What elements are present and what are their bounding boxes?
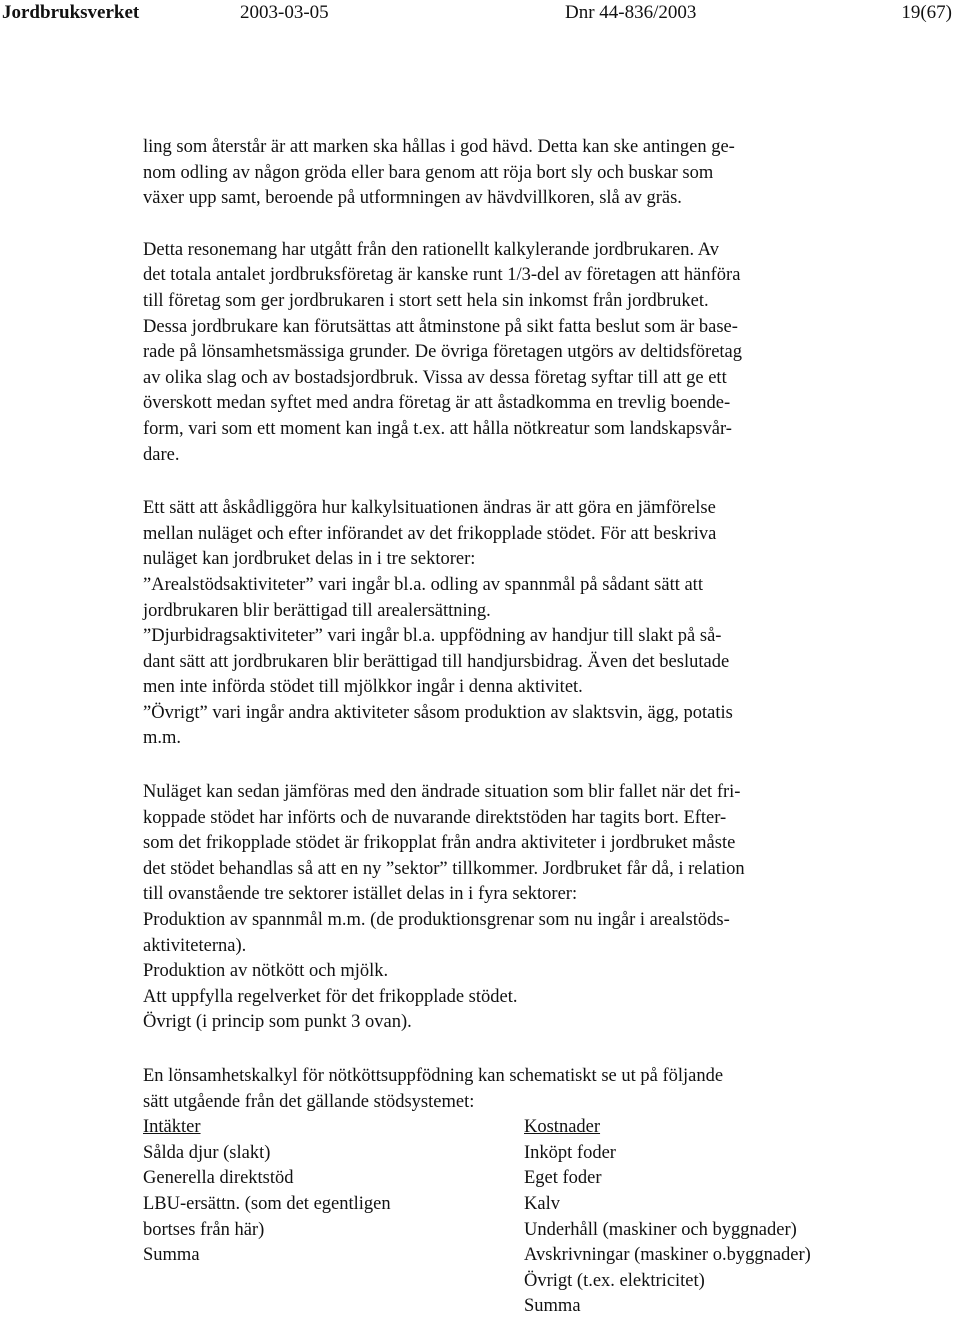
text-line: form, vari som ett moment kan ingå t.ex. att hålla nötkreatur som landskapsvår- <box>143 418 732 439</box>
text-line: Dessa jordbrukare kan förutsättas att åtminstone på sikt fatta beslut som är base- <box>143 316 738 337</box>
header-document-number: Dnr 44-836/2003 <box>565 2 697 23</box>
table-cell <box>143 1269 524 1295</box>
text-line: m.m. <box>143 728 182 749</box>
text-line: Att uppfylla regelverket för det frikopplade stödet. <box>143 986 518 1007</box>
table-cell: Övrigt (t.ex. elektricitet) <box>524 1270 705 1291</box>
text-line: En lönsamhetskalkyl för nötköttsuppfödning kan schematiskt se ut på följande <box>143 1066 724 1086</box>
text-line: Nuläget kan sedan jämföras med den ändrade situation som blir fallet när det fri- <box>143 782 741 803</box>
text-line: det totala antalet jordbruksföretag är kanske runt 1/3-del av företagen att hänföra <box>143 265 741 286</box>
page-header <box>0 2 960 28</box>
table-cell: bortses från här) <box>143 1219 265 1240</box>
text-line: aktiviteterna). <box>143 935 247 956</box>
document-body <box>143 135 878 1320</box>
text-line: men inte införda stödet till mjölkkor ingår i denna aktivitet. <box>143 677 583 698</box>
table-row <box>143 1294 878 1320</box>
table-cell: Summa <box>143 1245 200 1266</box>
text-line: ling som återstår är att marken ska hållas i god hävd. Detta kan ske antingen ge- <box>143 137 735 157</box>
text-line: överskott medan syftet med andra företag är att åstadkomma en trevlig boende- <box>143 393 731 414</box>
table-header-row <box>143 1115 878 1141</box>
table-cell: Summa <box>524 1296 581 1317</box>
table-cell <box>143 1294 524 1320</box>
paragraph-3 <box>143 496 878 752</box>
text-line: ”Djurbidragsaktiviteter” vari ingår bl.a. uppfödning av handjur till slakt på så- <box>143 626 722 647</box>
text-line: rade på lönsamhetsmässiga grunder. De övriga företagen utgörs av deltidsföretag <box>143 342 743 363</box>
table-row <box>143 1218 878 1244</box>
text-line: sätt utgående från det gällande stödsystemet: <box>143 1091 475 1112</box>
table-cell: Inköpt foder <box>524 1142 616 1163</box>
text-line: av olika slag och av bostadsjordbruk. Vissa av dessa företag syftar till att ge ett <box>143 367 727 388</box>
text-line: det stödet behandlas så att en ny ”sektor” tillkommer. Jordbruket får då, i relation <box>143 858 745 879</box>
table-row <box>143 1166 878 1192</box>
text-line: nuläget kan jordbruket delas in i tre sektorer: <box>143 549 476 570</box>
text-line: Ett sätt att åskådliggöra hur kalkylsituationen ändras är att göra en jämförelse <box>143 498 716 519</box>
paragraph-2 <box>143 238 878 468</box>
table-row <box>143 1141 878 1167</box>
table-cell: Kalv <box>524 1193 560 1214</box>
text-line: koppade stödet har införts och de nuvarande direktstöden har tagits bort. Efter- <box>143 807 727 828</box>
header-date: 2003-03-05 <box>240 2 329 23</box>
text-line: till ovanstående tre sektorer istället delas in i fyra sektorer: <box>143 884 578 905</box>
paragraph-4 <box>143 780 878 1036</box>
table-cell: Eget foder <box>524 1168 602 1189</box>
text-line: Produktion av nötkött och mjölk. <box>143 961 389 982</box>
table-row <box>143 1192 878 1218</box>
text-line: dant sätt att jordbrukaren blir berättigad till handjursbidrag. Även det beslutade <box>143 651 730 672</box>
text-line: mellan nuläget och efter införandet av det frikopplade stödet. För att beskriva <box>143 523 717 544</box>
text-line: till företag som ger jordbrukaren i stort sett hela sin inkomst från jordbruket. <box>143 290 709 311</box>
text-line: dare. <box>143 444 180 465</box>
table-cell: Avskrivningar (maskiner o.byggnader) <box>524 1245 811 1266</box>
text-line: Övrigt (i princip som punkt 3 ovan). <box>143 1012 412 1033</box>
text-line: växer upp samt, beroende på utformningen av hävdvillkoren, slå av gräs. <box>143 188 682 209</box>
text-line: jordbrukaren blir berättigad till arealersättning. <box>143 600 491 621</box>
text-line: ”Arealstödsaktiviteter” vari ingår bl.a. odling av spannmål på sådant sätt att <box>143 574 703 595</box>
text-line: Detta resonemang har utgått från den rationellt kalkylerande jordbrukaren. Av <box>143 239 720 260</box>
table-cell: Sålda djur (slakt) <box>143 1142 271 1163</box>
table-cell: Generella direktstöd <box>143 1168 294 1189</box>
paragraph-5 <box>143 1064 878 1115</box>
column-heading-costs: Kostnader <box>524 1117 601 1138</box>
text-line: ”Övrigt” vari ingår andra aktiviteter såsom produktion av slaktsvin, ägg, potatis <box>143 702 733 723</box>
text-line: som det frikopplade stödet är frikopplat från andra aktiviteter i jordbruket måste <box>143 833 736 854</box>
paragraph-1 <box>143 135 878 212</box>
table-cell: Underhåll (maskiner och byggnader) <box>524 1219 797 1240</box>
text-line: nom odling av någon gröda eller bara genom att röja bort sly och buskar som <box>143 162 714 183</box>
header-page-number: 19(67) <box>901 2 952 23</box>
text-line: Produktion av spannmål m.m. (de produktionsgrenar som nu ingår i arealstöds- <box>143 910 730 931</box>
header-organization: Jordbruksverket <box>2 2 140 23</box>
table-row <box>143 1269 878 1295</box>
calculation-table <box>143 1115 878 1320</box>
column-heading-revenue: Intäkter <box>143 1117 201 1138</box>
table-row <box>143 1243 878 1269</box>
table-cell: LBU-ersättn. (som det egentligen <box>143 1193 391 1214</box>
